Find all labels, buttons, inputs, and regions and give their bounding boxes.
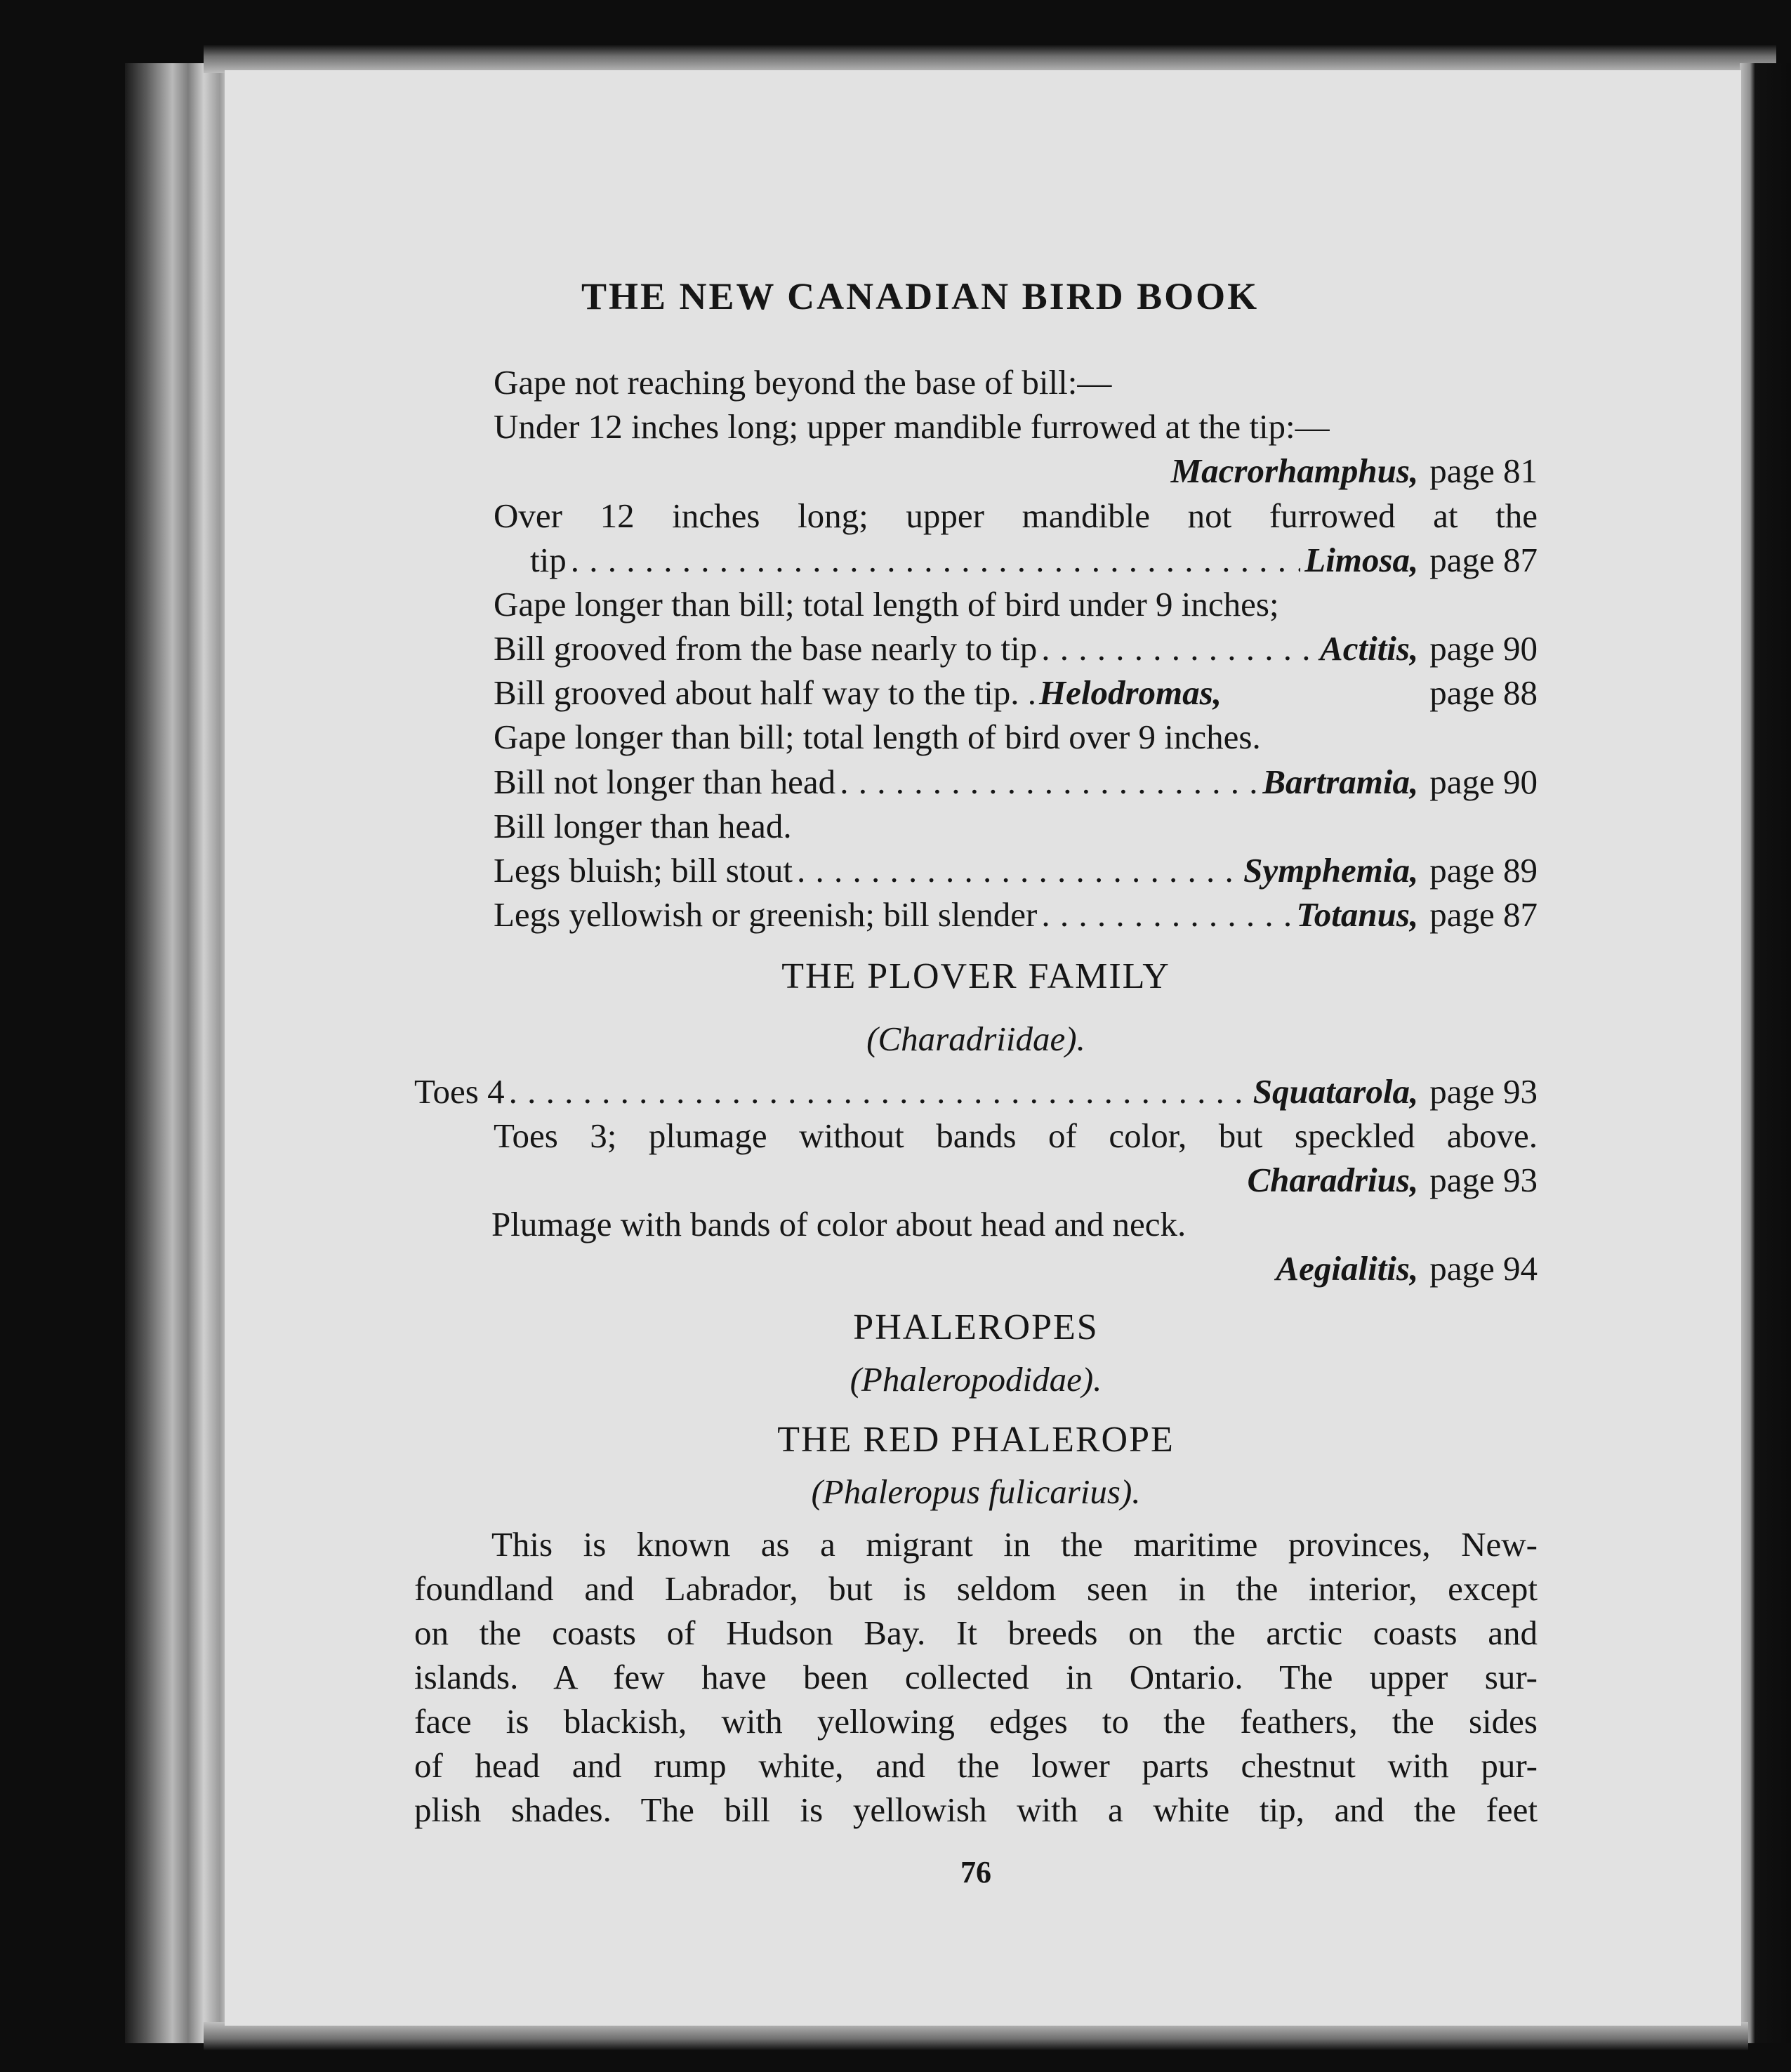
key-line: [983, 1163, 1538, 1197]
book-left-edge: [125, 63, 230, 2043]
genus-name: Aegialitis,: [1276, 1249, 1419, 1288]
body-line: islands. A few have been collected in Ontario. The upper sur-: [414, 1658, 1538, 1696]
key-lead: tip: [530, 541, 567, 579]
leader-dots: [571, 543, 1301, 577]
key-line: Over 12 inches long; upper mandible not furrowed at the: [494, 496, 1538, 535]
key-line: Toes 3; plumage without bands of color, but speckled above.: [494, 1116, 1538, 1155]
key-lead: Legs bluish; bill stout: [494, 851, 793, 890]
key-lead: Toes 4: [414, 1072, 505, 1111]
book-right-edge: [1740, 63, 1791, 2043]
key-line: [983, 451, 1538, 490]
key-line: [494, 851, 1538, 890]
key-lead: Bill grooved about half way to the tip. .: [494, 673, 1036, 712]
key-line: Gape longer than bill; total length of bird under 9 inches;: [494, 585, 1279, 623]
genus-name: Actitis,: [1320, 629, 1419, 668]
page-ref: page 89: [1429, 851, 1538, 890]
leader-dots: [840, 765, 1258, 799]
key-line: [494, 765, 1538, 799]
book-top-edge: [204, 45, 1776, 73]
family-latin-name: (Charadriidae).: [866, 1019, 1085, 1058]
leader-dots: [509, 1074, 1249, 1109]
species-heading: THE RED PHALEROPE: [777, 1420, 1175, 1460]
page-ref: page 90: [1429, 763, 1538, 801]
key-line: Plumage with bands of color about head and neck.: [491, 1205, 1187, 1243]
genus-name: Helodromas,: [1038, 673, 1222, 712]
key-line: [983, 1251, 1538, 1286]
leader-dots: [797, 853, 1239, 887]
key-line: [494, 897, 1538, 932]
page-number: 76: [960, 1855, 991, 1889]
family-latin-name: (Phaleropodidae).: [850, 1360, 1102, 1399]
key-line: [414, 1074, 1538, 1109]
page-ref: page 90: [1429, 629, 1538, 668]
genus-name: Symphemia,: [1243, 851, 1419, 890]
section-heading: THE PLOVER FAMILY: [781, 956, 1170, 996]
leader-dots: [1041, 897, 1292, 932]
body-line: plish shades. The bill is yellowish with a white tip, and the feet: [414, 1790, 1538, 1829]
key-lead: Legs yellowish or greenish; bill slender: [494, 895, 1038, 934]
key-line: [494, 675, 1538, 710]
body-line: This is known as a migrant in the maritime provinces, New-: [491, 1525, 1538, 1564]
key-line: Bill longer than head.: [494, 807, 792, 845]
key-line: Gape not reaching beyond the base of bill:—: [494, 363, 1112, 402]
page-ref: page 93: [1429, 1161, 1538, 1199]
body-line: foundland and Labrador, but is seldom seen in the interior, except: [414, 1569, 1538, 1608]
page-ref: page 93: [1429, 1072, 1538, 1111]
page-ref: page 87: [1429, 895, 1538, 934]
key-line: Under 12 inches long; upper mandible furrowed at the tip:—: [494, 407, 1330, 446]
body-line: on the coasts of Hudson Bay. It breeds on the arctic coasts and: [414, 1614, 1538, 1652]
book-bottom-edge: [204, 2022, 1748, 2050]
page-ref: page 81: [1429, 451, 1538, 490]
genus-name: Totanus,: [1296, 895, 1419, 934]
genus-name: Squatarola,: [1253, 1072, 1419, 1111]
species-latin-name: (Phaleropus fulicarius).: [811, 1472, 1141, 1511]
genus-name: Macrorhamphus,: [1170, 451, 1419, 490]
genus-name: Limosa,: [1304, 541, 1419, 579]
running-title: THE NEW CANADIAN BIRD BOOK: [581, 275, 1260, 317]
key-line: [530, 543, 1538, 577]
page-ref: page 94: [1429, 1249, 1538, 1288]
page-ref: page 88: [1429, 673, 1538, 712]
genus-name: Bartramia,: [1262, 763, 1419, 801]
body-line: of head and rump white, and the lower parts chestnut with pur-: [414, 1746, 1538, 1785]
key-lead: Bill grooved from the base nearly to tip: [494, 629, 1038, 668]
key-line: Gape longer than bill; total length of bird over 9 inches.: [494, 718, 1261, 756]
key-lead: Bill not longer than head: [494, 763, 836, 801]
page-ref: page 87: [1429, 541, 1538, 579]
body-line: face is blackish, with yellowing edges to the feathers, the sides: [414, 1702, 1538, 1741]
section-heading: PHALEROPES: [853, 1307, 1099, 1347]
key-line: [494, 631, 1538, 666]
genus-name: Charadrius,: [1247, 1161, 1419, 1199]
leader-dots: [1041, 631, 1316, 666]
